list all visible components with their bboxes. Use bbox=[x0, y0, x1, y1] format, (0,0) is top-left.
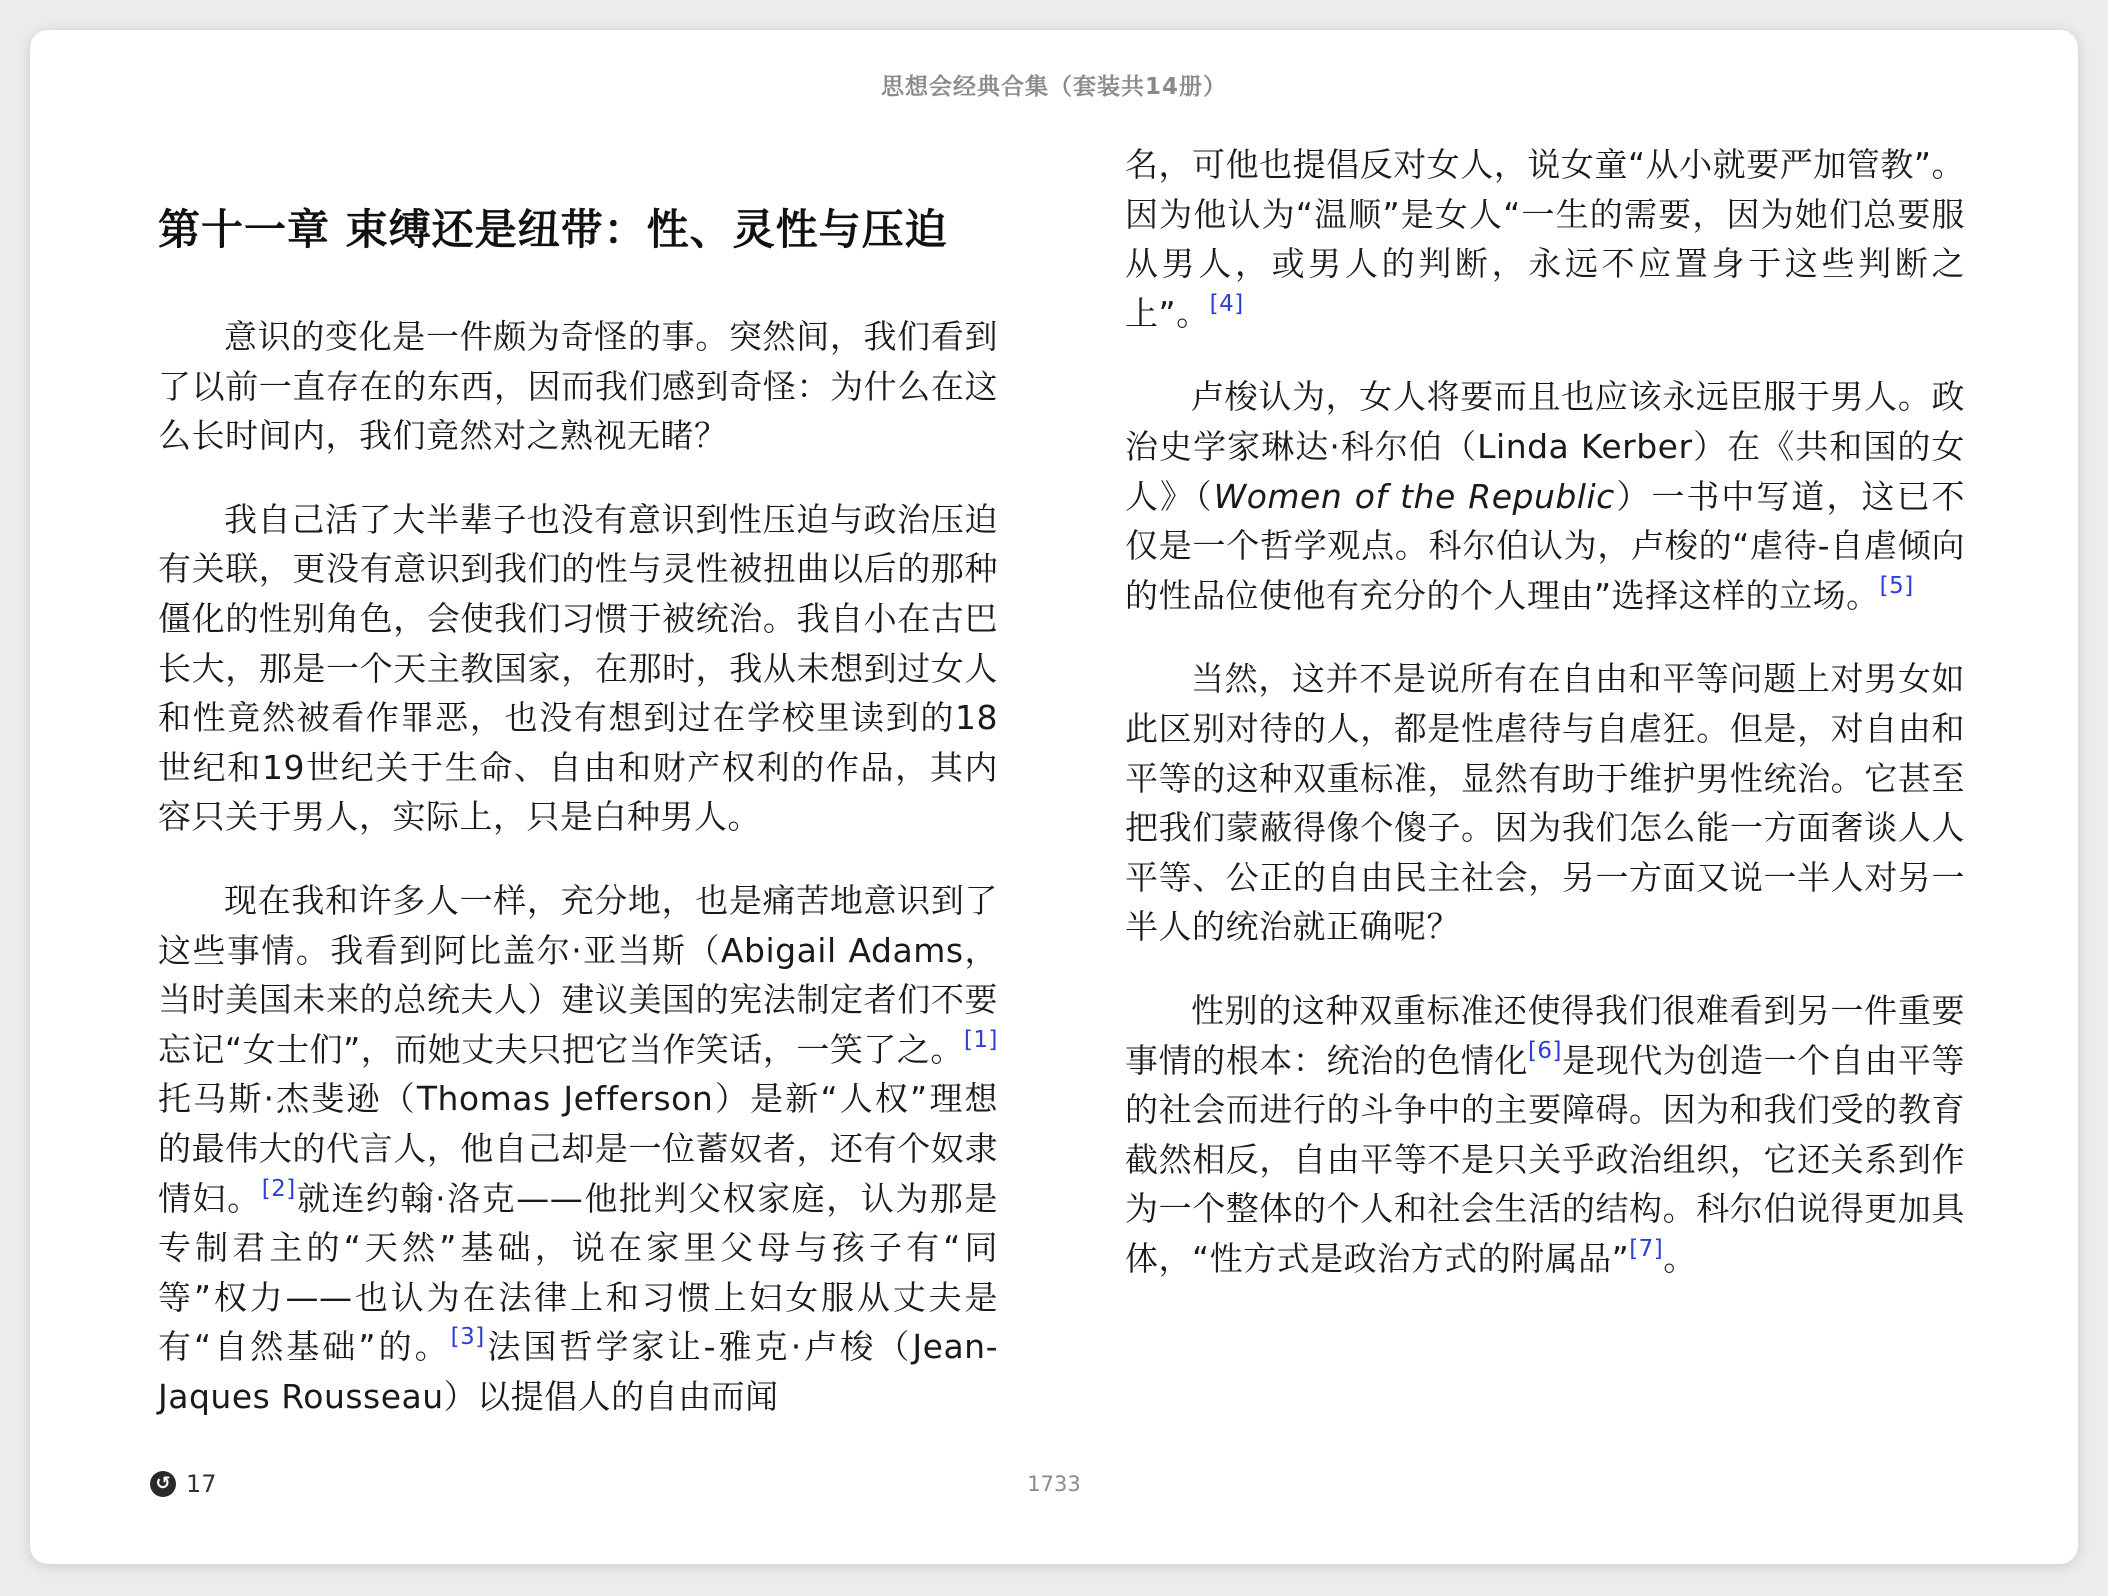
paragraph-text: 卢梭认为，女人将要而且也应该永远臣服于男人。政治史学家琳达·科尔伯（Linda Kerber）在《共和国的女人》（ bbox=[1125, 377, 1965, 516]
paragraph-text: ）一书中写道，这已不仅是一个哲学观点。科尔伯认为，卢梭的“虐待-自虐倾向的性品位使他有充分的个人理由”选择这样的立场。 bbox=[1125, 476, 1966, 615]
footnote-link-7[interactable]: [7] bbox=[1629, 1235, 1664, 1262]
paragraph-text: 就连约翰·洛克——他批判父权家庭，认为那是专制君主的“天然”基础，说在家里父母与孩子有“同等”权力——也认为在法律上和习惯上妇女服从丈夫是有“自然基础”的。 bbox=[158, 1178, 998, 1367]
paragraph-text: 当然，这并不是说所有在自由和平等问题上对男女如此区别对待的人，都是性虐待与自虐狂。但是，对自由和平等的这种双重标准，显然有助于维护男性统治。它甚至把我们蒙蔽得像个傻子。因为我们怎么能一方面奢谈人人平等、公正的自由民主社会，另一方面又说一半人对另一半人的统治就正确呢？ bbox=[1125, 659, 1965, 947]
reader-window bbox=[30, 30, 2078, 1564]
left-page-column bbox=[158, 130, 998, 1455]
footnote-link-1[interactable]: [1] bbox=[963, 1026, 998, 1053]
paragraph-text: 我自己活了大半辈子也没有意识到性压迫与政治压迫有关联，更没有意识到我们的性与灵性被扭曲以后的那种僵化的性别角色，会使我们习惯于被统治。我自小在古巴长大，那是一个天主教国家，在那时，我从未想到过女人和性竟然被看作罪恶，也没有想到过在学校里读到的18世纪和19世纪关于生命、自由和财产权利的作品，其内容只关于男人，实际上，只是白种男人。 bbox=[158, 499, 998, 837]
back-arrow-icon: ↺ bbox=[150, 1471, 176, 1497]
paragraph-text: 性别的这种双重标准还使得我们很难看到另一件重要事情的根本：统治的色情化 bbox=[1125, 990, 1965, 1080]
paragraph-1 bbox=[158, 312, 998, 461]
paragraph-text: 意识的变化是一件颇为奇怪的事。突然间，我们看到了以前一直存在的东西，因而我们感到奇怪：为什么在这么长时间内，我们竟然对之熟视无睹？ bbox=[158, 317, 998, 456]
paragraph-text: 是现代为创造一个自由平等的社会而进行的斗争中的主要障碍。因为和我们受的教育截然相反，自由平等不是只关乎政治组织，它还关系到作为一个整体的个人和社会生活的结构。科尔伯说得更加具体，“性方式是政治方式的附属品” bbox=[1125, 1040, 1966, 1278]
paragraph-text: 托马斯·杰斐逊（Thomas Jefferson）是新“人权”理想的最伟大的代言人，他自己却是一位蓄奴者，还有个奴隶情妇。 bbox=[158, 1079, 998, 1218]
paragraph-4 bbox=[1125, 372, 1965, 620]
footnote-link-6[interactable]: [6] bbox=[1527, 1037, 1563, 1064]
footnote-link-5[interactable]: [5] bbox=[1879, 572, 1914, 599]
page-number: 1733 bbox=[1027, 1472, 1081, 1496]
paragraph-text: 法国哲学家让-雅克·卢梭（Jean-Jaques Rousseau）以提倡人的自由而闻 bbox=[158, 1327, 998, 1416]
right-page-column bbox=[1125, 140, 1965, 1317]
paragraph-2 bbox=[158, 495, 998, 842]
paragraph-3 bbox=[158, 876, 998, 1422]
footnote-link-2[interactable]: [2] bbox=[261, 1175, 296, 1202]
book-title-italic: Women of the Republic bbox=[1213, 476, 1615, 516]
paragraph-5 bbox=[1125, 654, 1965, 952]
paragraph-6 bbox=[1125, 986, 1965, 1284]
footnote-link-3[interactable]: [3] bbox=[450, 1324, 485, 1351]
paragraph-continued bbox=[1125, 140, 1965, 338]
paragraph-text: 。 bbox=[1663, 1238, 1697, 1278]
paragraph-text: 现在我和许多人一样，充分地，也是痛苦地意识到了这些事情。我看到阿比盖尔·亚当斯（Abigail Adams，当时美国未来的总统夫人）建议美国的宪法制定者们不要忘记“女士们”，而她丈夫只把它当作笑话，一笑了之。 bbox=[158, 880, 998, 1069]
back-count: 17 bbox=[186, 1470, 217, 1498]
footnote-link-4[interactable]: [4] bbox=[1209, 290, 1244, 317]
paragraph-text: 名，可他也提倡反对女人，说女童“从小就要严加管教”。因为他认为“温顺”是女人“一生的需要，因为她们总要服从男人，或男人的判断，永远不应置身于这些判断之上”。 bbox=[1125, 145, 1965, 333]
book-title: 思想会经典合集（套装共14册） bbox=[880, 74, 1227, 100]
chapter-title: 第十一章 束缚还是纽带：性、灵性与压迫 bbox=[158, 205, 948, 254]
